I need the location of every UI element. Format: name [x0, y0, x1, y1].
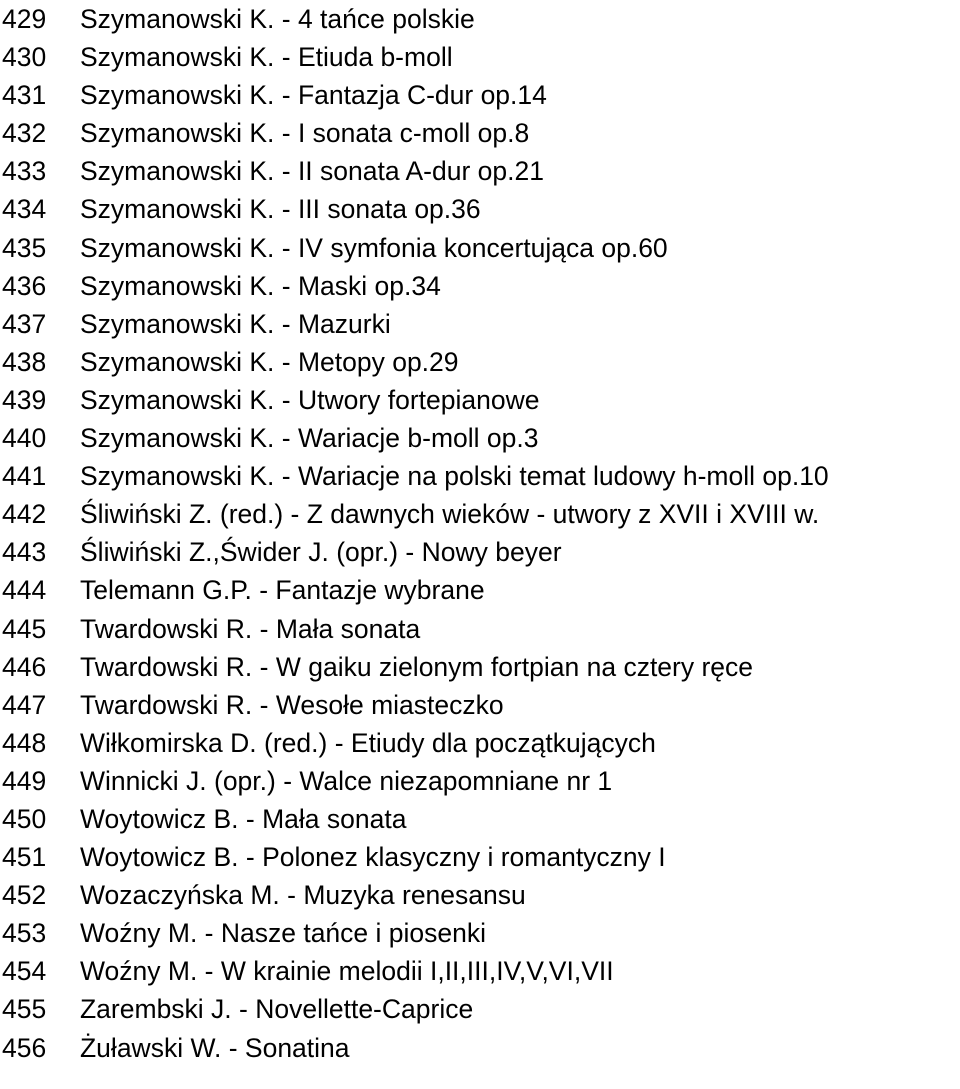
entry-title: Szymanowski K. - Fantazja C-dur op.14 — [80, 80, 547, 111]
list-item — [0, 800, 960, 838]
entry-title: Szymanowski K. - Wariacje na polski temat ludowy h-moll op.10 — [80, 461, 829, 492]
entry-number: 453 — [2, 918, 47, 949]
entry-number: 456 — [2, 1032, 47, 1063]
entry-title: Winnicki J. (opr.) - Walce niezapomniane nr 1 — [80, 765, 613, 796]
list-item — [0, 305, 960, 343]
entry-title: Szymanowski K. - Mazurki — [80, 308, 391, 339]
entry-title: Szymanowski K. - Metopy op.29 — [80, 346, 459, 377]
entry-title: Szymanowski K. - Etiuda b-moll — [80, 42, 453, 73]
entry-number: 436 — [2, 270, 47, 301]
list-item — [0, 114, 960, 152]
entry-number: 433 — [2, 156, 47, 187]
list-item — [0, 190, 960, 228]
list-item — [0, 38, 960, 76]
list-item — [0, 229, 960, 267]
entry-title: Szymanowski K. - Utwory fortepianowe — [80, 384, 540, 415]
entry-title: Wiłkomirska D. (red.) - Etiudy dla początkujących — [80, 727, 656, 758]
entry-title: Telemann G.P. - Fantazje wybrane — [80, 575, 485, 606]
list-item — [0, 838, 960, 876]
list-item — [0, 1029, 960, 1067]
entry-number: 435 — [2, 232, 47, 263]
entry-number: 445 — [2, 613, 47, 644]
list-item — [0, 914, 960, 952]
list-item — [0, 381, 960, 419]
entry-title: Żuławski W. - Sonatina — [80, 1032, 350, 1063]
entry-number: 450 — [2, 803, 47, 834]
entry-title: Śliwiński Z. (red.) - Z dawnych wieków - utwory z XVII i XVIII w. — [80, 499, 820, 530]
list-item — [0, 648, 960, 686]
list-item — [0, 457, 960, 495]
entry-number: 430 — [2, 42, 47, 73]
list-item — [0, 533, 960, 571]
entry-number: 454 — [2, 956, 47, 987]
list-item — [0, 152, 960, 190]
entry-number: 432 — [2, 118, 47, 149]
entry-number: 449 — [2, 765, 47, 796]
entry-number: 443 — [2, 537, 47, 568]
entry-number: 441 — [2, 461, 47, 492]
entry-number: 451 — [2, 842, 47, 873]
entry-title: Szymanowski K. - Maski op.34 — [80, 270, 441, 301]
entry-title: Szymanowski K. - IV symfonia koncertująca op.60 — [80, 232, 668, 263]
entry-number: 447 — [2, 689, 47, 720]
entry-number: 448 — [2, 727, 47, 758]
entry-title: Szymanowski K. - I sonata c-moll op.8 — [80, 118, 530, 149]
entry-number: 455 — [2, 994, 47, 1025]
entry-title: Twardowski R. - W gaiku zielonym fortpian na cztery ręce — [80, 651, 754, 682]
entry-number: 437 — [2, 308, 47, 339]
list-item — [0, 610, 960, 648]
entry-number: 429 — [2, 4, 47, 34]
entry-title: Szymanowski K. - III sonata op.36 — [80, 194, 481, 225]
list-item — [0, 990, 960, 1028]
entry-title: Szymanowski K. - Wariacje b-moll op.3 — [80, 423, 539, 454]
list-item — [0, 876, 960, 914]
entry-number: 440 — [2, 423, 47, 454]
list-item — [0, 571, 960, 609]
entry-title: Zarembski J. - Novellette-Caprice — [80, 994, 474, 1025]
entry-number: 446 — [2, 651, 47, 682]
entry-number: 444 — [2, 575, 47, 606]
list-item — [0, 762, 960, 800]
entry-number: 442 — [2, 499, 47, 530]
list-item — [0, 0, 960, 38]
entry-number: 434 — [2, 194, 47, 225]
entry-title: Woźny M. - W krainie melodii I,II,III,IV,V,VI,VII — [80, 956, 614, 987]
list-item — [0, 724, 960, 762]
entry-title: Twardowski R. - Mała sonata — [80, 613, 421, 644]
list-item — [0, 267, 960, 305]
list-item — [0, 952, 960, 990]
entry-title: Woytowicz B. - Polonez klasyczny i romantyczny I — [80, 842, 666, 873]
entry-title: Woytowicz B. - Mała sonata — [80, 803, 407, 834]
entry-title: Woźny M. - Nasze tańce i piosenki — [80, 918, 487, 949]
entry-title: Szymanowski K. - II sonata A-dur op.21 — [80, 156, 544, 187]
list-item — [0, 76, 960, 114]
entry-number: 431 — [2, 80, 47, 111]
entry-title: Śliwiński Z.,Świder J. (opr.) - Nowy beyer — [80, 537, 562, 568]
list-item — [0, 686, 960, 724]
list-item — [0, 419, 960, 457]
entry-title: Wozaczyńska M. - Muzyka renesansu — [80, 880, 526, 911]
entry-number: 439 — [2, 384, 47, 415]
entry-number: 452 — [2, 880, 47, 911]
list-item — [0, 343, 960, 381]
entry-title: Szymanowski K. - 4 tańce polskie — [80, 4, 475, 34]
entry-number: 438 — [2, 346, 47, 377]
entry-title: Twardowski R. - Wesołe miasteczko — [80, 689, 504, 720]
list-item — [0, 495, 960, 533]
